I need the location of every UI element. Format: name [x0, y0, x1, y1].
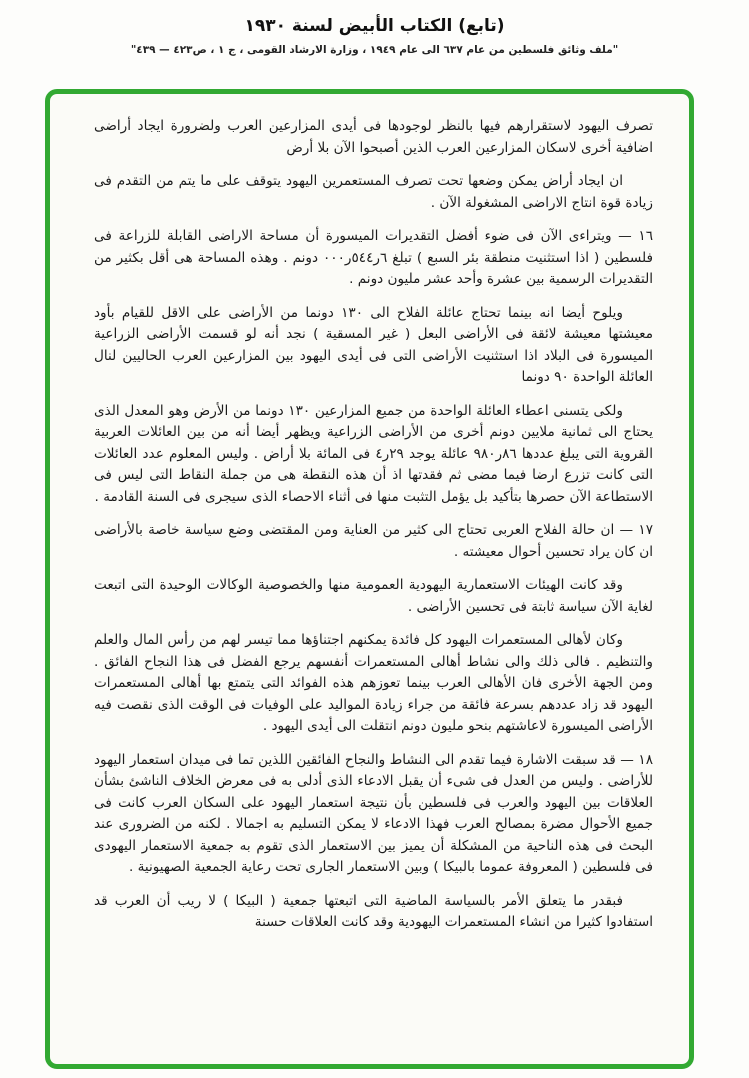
paragraph-section-16: ١٦ — ويتراءى الآن فى ضوء أفضل التقديرات الميسورة أن مساحة الاراضى القابلة للزراعة فى فلسطين ( اذا استثنيت منطقة بئر السبع ) تبلغ ٦ر٥٤٤ر٠٠٠ دونم . وهذه المساحة هى أقل بكثير من التقديرات الرسمية بين عشرة وأحد عشر مليون دونم . [94, 228, 654, 287]
document-title: (تابع) الكتاب الأبيض لسنة ١٩٣٠ [244, 16, 505, 36]
document-subtitle: "ملف وثائق فلسطين من عام ٦٣٧ الى عام ١٩٤٩ ، وزارة الارشاد القومى ، ج ١ ، ص٤٢٣ — ٤٣٩" [130, 44, 619, 56]
page-header [0, 0, 749, 56]
paragraph: فبقدر ما يتعلق الأمر بالسياسة الماضية التى اتبعتها جمعية ( البيكا ) لا ريب أن العرب قد استفادوا كثيرا من انشاء المستعمرات اليهودية وقد كانت العلاقات حسنة [94, 892, 653, 930]
document-body [50, 94, 689, 948]
paragraph-section-17: ١٧ — ان حالة الفلاح العربى تحتاج الى كثير من العناية ومن المقتضى وضع سياسة خاصة بالأراضى ان كان يراد تحسين أحوال معيشته . [94, 522, 653, 560]
paragraph: ان ايجاد أراض يمكن وضعها تحت تصرف المستعمرين اليهود يتوقف على ما يتم من التقدم فى زيادة قوة انتاج الاراضى المشغولة الآن . [94, 173, 653, 211]
paragraph: وكان لأهالى المستعمرات اليهود كل فائدة يمكنهم اجتناؤها مما تيسر لهم من رأس المال والعلم والتنظيم . فالى ذلك والى نشاط أهالى المستعمرات أنفسهم يرجع الفضل فى هذا النجاح الفائق . ومن الجهة الأخرى فان الأهالى العرب بينما تعوزهم هذه الفوائد التى يتمتع بها أهالى المستعمرات اليهود قد زاد عددهم بسرعة فائقة من جراء زيادة المواليد على الوفيات فى الوقت الذى نقصت فيه الأراضى الميسورة لاعاشتهم بنحو مليون دونم انتقلت الى أيدى اليهود . [94, 632, 653, 734]
paragraph: ولكى يتسنى اعطاء العائلة الواحدة من جميع المزارعين ١٣٠ دونما من الأرض وهو المعدل الذى يحتاج الى ثمانية ملايين دونم أخرى من الأراضى الزراعية ويظهر أيضا أنه من بين العائلات العربية القروية التى يبلغ عددها ٨٦ر٩٨٠ عائلة يوجد ٢٩ر٤ فى المائة بلا أراض . وليس المعلوم عدد العائلات التى كانت تزرع ارضا فيما مضى ثم فقدتها اذ أن هذه النقطة هى من جملة النقاط التى ليس فى الاستطاعة الآن حصرها بتأكيد بل يؤمل التثبت منها فى أثناء الاحصاء الذى سيجرى فى السنة القادمة . [94, 402, 653, 505]
paragraph-continuation: تصرف اليهود لاستقرارهم فيها بالنظر لوجودها فى أيدى المزارعين العرب ولضرورة ايجاد أراضى اضافية أخرى لاسكان المزارعين العرب الذين أصبحوا الآن بلا أرض [94, 118, 653, 156]
paragraph-section-18: ١٨ — قد سبقت الاشارة فيما تقدم الى النشاط والنجاح الفائقين اللذين تما فى ميدان استعمار اليهود للأراضى . وليس من العدل فى شىء أن يقبل الادعاء الذى أدلى به فى معرض الخلاف الناشئ بشأن العلاقات بين اليهود والعرب فى فلسطين بأن نتيجة استعمار اليهود على السكان العرب كانت فى جميع الأحوال مضرة بمصالح العرب فهذا الادعاء لا يمكن التسليم به اجمالا . لكنه من الضرورى عند البحث فى هذه الناحية من المشكلة أن يميز بين الاستعمار الذى تقوم به جمعية الاستعمار اليهودى فى فلسطين ( المعروفة عموما بالبيكا ) وبين الاستعمار الجارى تحت رعاية الجمعية الصهيونية . [94, 751, 653, 875]
green-border-frame [45, 89, 694, 1069]
paragraph: وقد كانت الهيئات الاستعمارية اليهودية العمومية منها والخصوصية الوكالات الوحيدة التى اتبعت لغاية الآن سياسة ثابتة فى تحسين الأراضى . [94, 577, 653, 615]
paragraph: ويلوح أيضا انه بينما تحتاج عائلة الفلاح الى ١٣٠ دونما من الأراضى على الاقل للقيام بأود معيشتها معيشة لائقة فى الأراضى البعل ( غير المسقية ) نجد أنه لو قسمت الأراضى الزراعية الميسورة فى البلاد اذا استثنيت الأراضى التى فى أيدى اليهود بين المزارعين العرب الحاليين لنال العائلة الواحدة ٩٠ دونما [94, 304, 653, 385]
